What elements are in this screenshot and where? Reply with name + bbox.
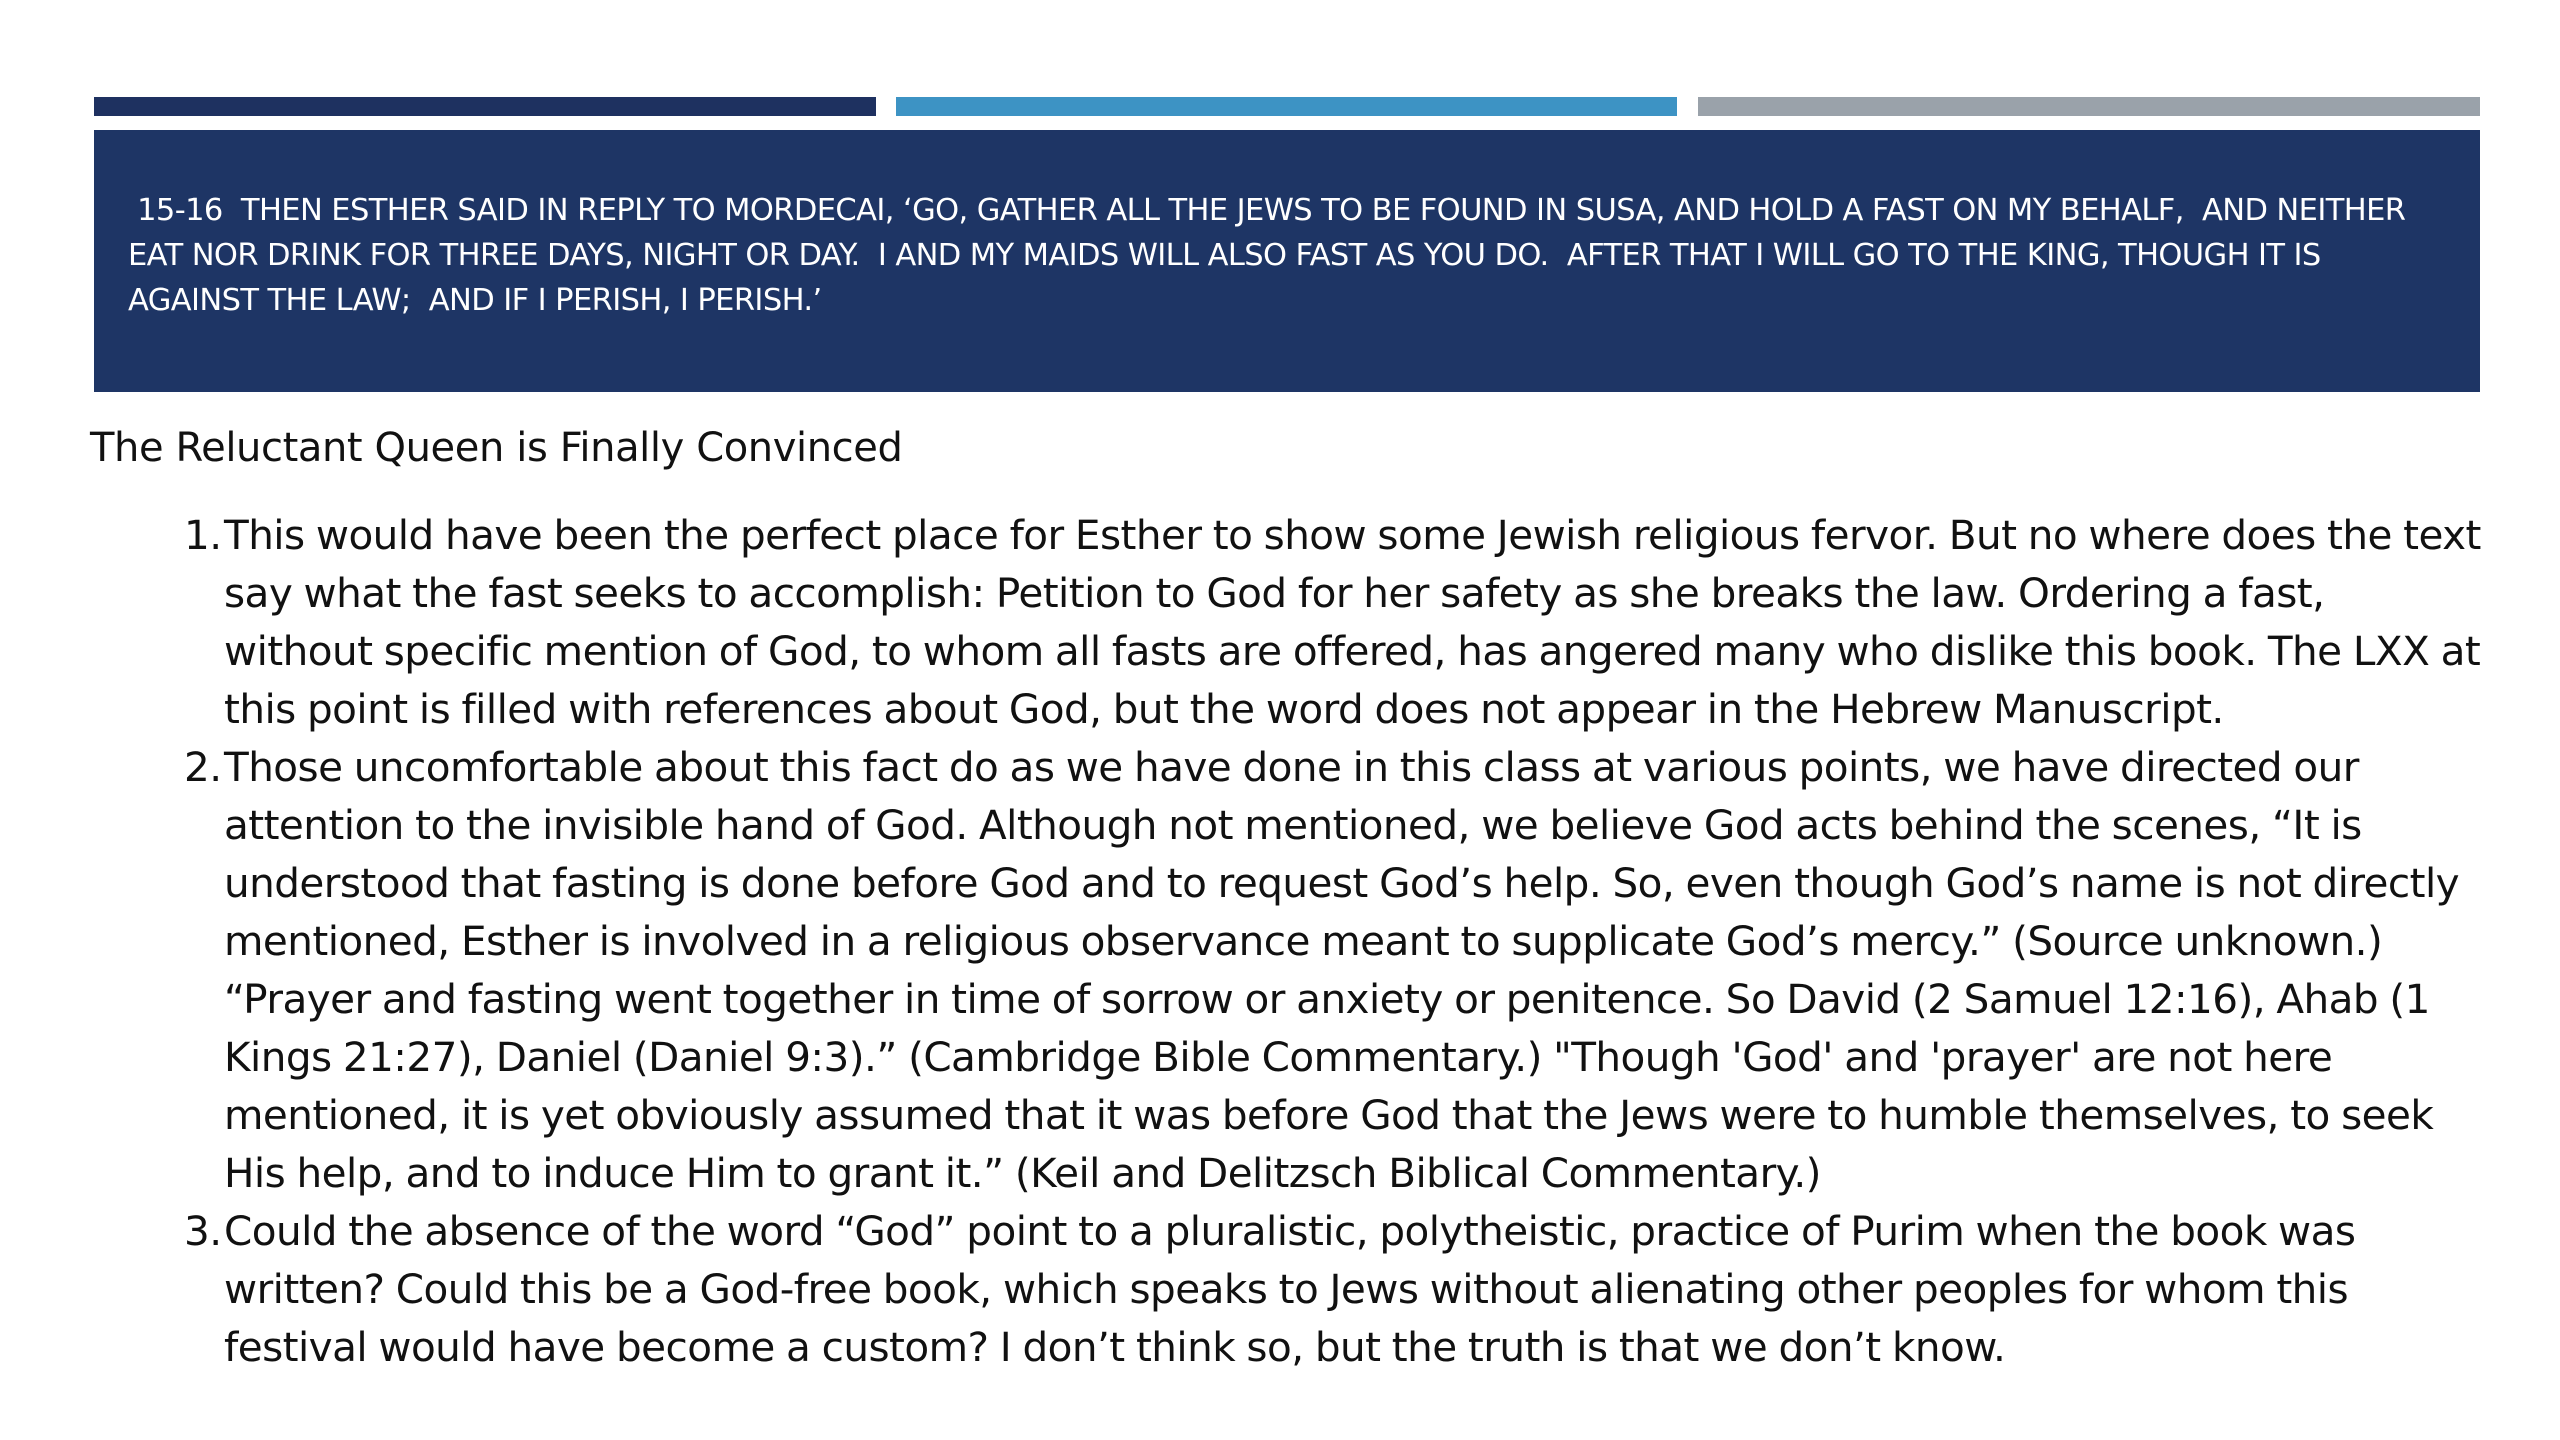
slide-title: 15-16 THEN ESTHER SAID IN REPLY TO MORDECAI, ‘GO, GATHER ALL THE JEWS TO BE FOUND IN SUSA, AND HOLD A FAST ON MY BEHALF, AND NEITHER EAT NOR DRINK FOR THREE DAYS, NIGHT OR DAY. I AND MY MAIDS WILL ALSO FAST AS YOU DO. AFTER THAT I WILL GO TO THE KING, THOUGH IT IS AGAINST THE LAW; AND IF I PERISH, I PERISH.’	[128, 193, 2415, 318]
list-item-number: 1.	[184, 511, 222, 559]
list-item	[184, 1202, 2484, 1376]
list-item	[184, 506, 2484, 738]
accent-bar-dark-blue	[94, 97, 876, 116]
numbered-points-list	[184, 506, 2484, 1376]
list-item-text: This would have been the perfect place for Esther to show some Jewish religious fervor. But no where does the text say what the fast seeks to accomplish: Petition to God for her safety as she breaks the law. Ordering a fast, without specific mention of God, to whom all fasts are offered, has angered many who dislike this book. The LXX at this point is filled with references about God, but the word does not appear in the Hebrew Manuscript.	[224, 511, 2481, 733]
list-item-text: Could the absence of the word “God” point to a pluralistic, polytheistic, practice of Purim when the book was written? Could this be a God-free book, which speaks to Jews without alienating other peoples for whom this festival would have become a custom? I don’t think so, but the truth is that we don’t know.	[224, 1207, 2356, 1371]
list-item	[184, 738, 2484, 1202]
list-item-number: 2.	[184, 743, 222, 791]
list-item-number: 3.	[184, 1207, 222, 1255]
accent-bar-light-blue	[896, 97, 1677, 116]
slide-subtitle: The Reluctant Queen is Finally Convinced	[90, 425, 903, 471]
title-banner	[94, 130, 2480, 392]
list-item-text: Those uncomfortable about this fact do as we have done in this class at various points, we have directed our attention to the invisible hand of God. Although not mentioned, we believe God acts behind the scenes, “It is understood that fasting is done before God and to request God’s help. So, even though God’s name is not directly mentioned, Esther is involved in a religious observance meant to supplicate God’s mercy.” (Source unknown.) “Prayer and fasting went together in time of sorrow or anxiety or penitence. So David (2 Samuel 12:16), Ahab (1 Kings 21:27), Daniel (Daniel 9:3).” (Cambridge Bible Commentary.) "Though 'God' and 'prayer' are not here mentioned, it is yet obviously assumed that it was before God that the Jews were to humble themselves, to seek His help, and to induce Him to grant it.” (Keil and Delitzsch Biblical Commentary.)	[224, 743, 2460, 1197]
accent-bar-gray	[1698, 97, 2480, 116]
